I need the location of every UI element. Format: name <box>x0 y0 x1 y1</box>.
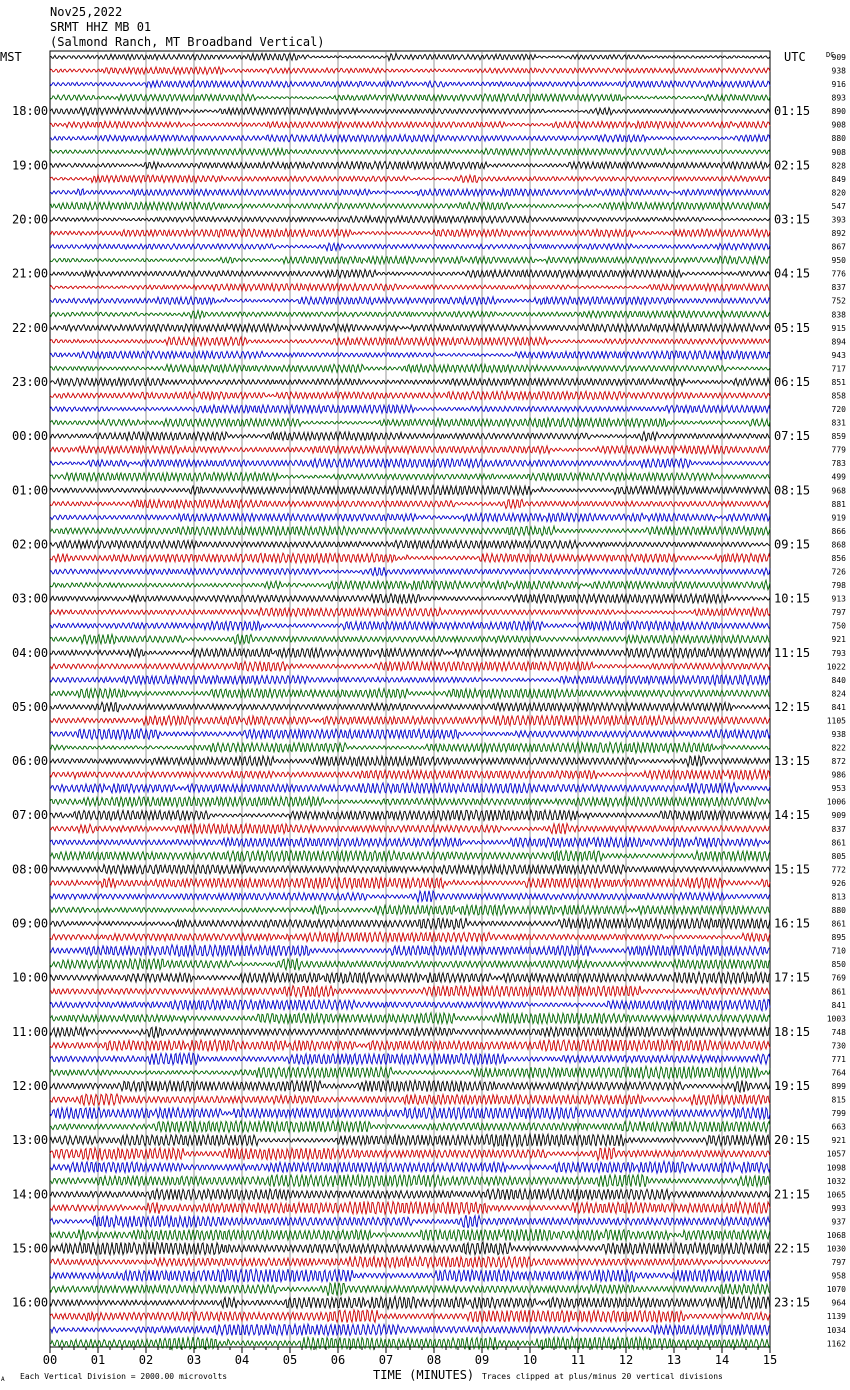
dc-offset-label: 783 <box>831 459 846 469</box>
left-hour-label: 03:00 <box>12 591 49 606</box>
right-hour-label: 08:15 <box>774 483 811 498</box>
dc-offset-label: 953 <box>831 784 846 794</box>
right-hour-labels <box>774 104 810 1310</box>
dc-offset-label: 958 <box>831 1271 846 1281</box>
dc-offset-label: 950 <box>831 256 846 266</box>
seismic-trace <box>50 837 770 847</box>
right-hour-label: 13:15 <box>774 754 811 769</box>
seismic-trace <box>50 513 770 522</box>
seismic-trace <box>50 283 770 290</box>
seismic-trace <box>50 769 770 779</box>
dc-offset-label: 831 <box>831 418 846 428</box>
left-hour-label: 01:00 <box>12 483 49 498</box>
dc-offset-label: 915 <box>831 323 846 333</box>
right-hour-label: 15:15 <box>774 862 811 877</box>
dc-offset-label: 880 <box>831 906 846 916</box>
seismic-trace <box>50 661 770 671</box>
seismic-trace <box>50 1201 770 1214</box>
right-hour-label: 06:15 <box>774 374 811 389</box>
left-hour-label: 05:00 <box>12 699 49 714</box>
seismic-trace <box>50 1161 770 1173</box>
dc-offset-label: 764 <box>831 1068 846 1078</box>
dc-offset-label: 968 <box>831 486 846 496</box>
x-tick-label: 00 <box>42 1353 58 1367</box>
seismic-trace <box>50 877 770 888</box>
dc-offset-label: 837 <box>831 283 846 293</box>
dc-offset-label: 859 <box>831 432 846 442</box>
seismic-trace <box>50 580 770 589</box>
left-hour-label: 06:00 <box>12 754 49 769</box>
seismic-trace <box>50 1053 770 1065</box>
left-timezone-label: MST <box>0 50 22 64</box>
dc-offset-label: 730 <box>831 1041 846 1051</box>
seismic-trace <box>50 1175 770 1187</box>
left-hour-label: 22:00 <box>12 320 49 335</box>
seismic-trace <box>50 310 770 318</box>
dc-offset-label: 916 <box>831 80 846 90</box>
dc-offset-label: 820 <box>831 188 846 198</box>
dc-offset-label: 776 <box>831 269 846 279</box>
seismic-trace <box>50 67 770 75</box>
left-hour-label: 02:00 <box>12 537 49 552</box>
dc-offset-label: 1162 <box>826 1339 846 1349</box>
seismic-trace <box>50 229 770 237</box>
dc-offset-label: 793 <box>831 648 846 658</box>
seismic-trace <box>50 1257 770 1268</box>
dc-offset-label: 837 <box>831 824 846 834</box>
left-hour-label: 09:00 <box>12 916 49 931</box>
seismic-trace <box>50 1134 770 1147</box>
seismic-trace <box>50 81 770 88</box>
dc-offset-label: 909 <box>831 811 846 821</box>
right-hour-label: 19:15 <box>774 1079 811 1094</box>
dc-offset-label: 805 <box>831 851 846 861</box>
dc-column-header: DC <box>826 51 835 59</box>
dc-offset-label: 393 <box>831 215 846 225</box>
seismic-trace <box>50 1296 770 1309</box>
dc-offset-label: 717 <box>831 364 846 374</box>
dc-offset-label: 779 <box>831 445 846 455</box>
seismic-trace <box>50 594 770 604</box>
dc-offset-label: 1034 <box>826 1325 846 1335</box>
seismic-trace <box>50 1107 770 1119</box>
seismic-trace <box>50 1229 770 1241</box>
left-hour-label: 07:00 <box>12 808 49 823</box>
seismic-trace <box>50 865 770 875</box>
dc-offset-label: 720 <box>831 405 846 415</box>
seismic-trace <box>50 1282 770 1295</box>
dc-offset-label: 894 <box>831 337 846 347</box>
seismic-trace <box>50 783 770 794</box>
left-hour-label: 20:00 <box>12 212 49 227</box>
dc-offset-label: 858 <box>831 391 846 401</box>
dc-offset-label: 872 <box>831 757 846 767</box>
x-tick-label: 07 <box>378 1353 394 1367</box>
seismic-trace <box>50 1148 770 1161</box>
x-tick-label: 04 <box>234 1353 250 1367</box>
dc-offset-label: 1098 <box>826 1163 846 1173</box>
right-hour-label: 11:15 <box>774 645 811 660</box>
dc-offset-label: 710 <box>831 946 846 956</box>
traces <box>50 53 770 1349</box>
seismic-trace <box>50 243 770 251</box>
left-hour-label: 00:00 <box>12 429 49 444</box>
dc-offset-label: 943 <box>831 350 846 360</box>
dc-offset-label: 861 <box>831 987 846 997</box>
seismic-trace <box>50 121 770 128</box>
corner-mark: A <box>1 1376 5 1383</box>
seismic-trace <box>50 715 770 725</box>
left-hour-label: 12:00 <box>12 1079 49 1094</box>
seismic-trace <box>50 810 770 821</box>
x-tick-label: 15 <box>762 1353 778 1367</box>
seismic-trace <box>50 499 770 508</box>
seismic-trace <box>50 1094 770 1105</box>
left-hour-label: 21:00 <box>12 266 49 281</box>
dc-offset-label: 913 <box>831 594 846 604</box>
dc-offset-label: 798 <box>831 581 846 591</box>
seismic-trace <box>50 256 770 264</box>
dc-offset-label: 938 <box>831 66 846 76</box>
dc-offset-label: 1057 <box>826 1149 846 1159</box>
dc-offset-label: 797 <box>831 608 846 618</box>
dc-offset-label: 892 <box>831 229 846 239</box>
dc-offset-label: 926 <box>831 878 846 888</box>
dc-offset-label: 921 <box>831 1136 846 1146</box>
dc-offset-label: 866 <box>831 526 846 536</box>
seismic-trace <box>50 688 770 698</box>
dc-offset-label: 893 <box>831 93 846 103</box>
right-hour-label: 17:15 <box>774 970 811 985</box>
seismic-trace <box>50 850 770 861</box>
dc-offset-label: 851 <box>831 377 846 387</box>
seismic-trace <box>50 958 770 970</box>
x-tick-label: 02 <box>138 1353 154 1367</box>
header-date: Nov25,2022 <box>50 5 123 19</box>
right-hour-label: 07:15 <box>774 429 811 444</box>
dc-offset-label: 909 <box>831 53 846 62</box>
seismic-trace <box>50 702 770 712</box>
dc-offset-label: 868 <box>831 540 846 550</box>
dc-offset-label: 1070 <box>826 1285 846 1295</box>
dc-offset-label: 919 <box>831 513 846 523</box>
dc-offset-label: 499 <box>831 472 846 482</box>
dc-offset-label: 861 <box>831 838 846 848</box>
seismic-trace <box>50 567 770 576</box>
right-hour-label: 12:15 <box>774 699 811 714</box>
seismic-trace <box>50 1215 770 1228</box>
seismic-trace <box>50 729 770 740</box>
seismic-trace <box>50 1324 770 1335</box>
seismic-trace <box>50 432 770 441</box>
x-tick-label: 10 <box>522 1353 538 1367</box>
header-station: SRMT HHZ MB 01 <box>50 20 152 34</box>
dc-offset-label: 841 <box>831 702 846 712</box>
seismic-trace <box>50 418 770 427</box>
seismic-trace <box>50 134 770 141</box>
dc-offset-label: 908 <box>831 120 846 130</box>
left-hour-label: 13:00 <box>12 1133 49 1148</box>
dc-offset-label: 797 <box>831 1258 846 1268</box>
seismic-trace <box>50 823 770 834</box>
seismic-trace <box>50 634 770 644</box>
seismic-trace <box>50 1310 770 1323</box>
seismic-trace <box>50 337 770 346</box>
right-hour-label: 05:15 <box>774 320 811 335</box>
left-hour-label: 04:00 <box>12 645 49 660</box>
dc-offset-label: 921 <box>831 635 846 645</box>
x-tick-label: 01 <box>90 1353 106 1367</box>
left-hour-label: 18:00 <box>12 104 49 119</box>
x-tick-label: 08 <box>426 1353 442 1367</box>
seismic-trace <box>50 1026 770 1038</box>
dc-offset-label: 815 <box>831 1095 846 1105</box>
seismic-trace <box>50 148 770 155</box>
seismic-trace <box>50 986 770 997</box>
seismic-trace <box>50 405 770 413</box>
left-hour-label: 23:00 <box>12 374 49 389</box>
seismic-trace <box>50 797 770 807</box>
seismic-trace <box>50 1189 770 1200</box>
right-hour-label: 14:15 <box>774 808 811 823</box>
right-hour-label: 18:15 <box>774 1024 811 1039</box>
right-hour-label: 23:15 <box>774 1295 811 1310</box>
dc-offset-label: 861 <box>831 919 846 929</box>
seismic-trace <box>50 53 770 60</box>
dc-offset-label: 1139 <box>826 1312 846 1322</box>
dc-offset-label: 880 <box>831 134 846 144</box>
seismic-trace <box>50 608 770 617</box>
dc-offset-label: 964 <box>831 1298 846 1308</box>
dc-offset-label: 663 <box>831 1122 846 1132</box>
seismic-trace <box>50 161 770 169</box>
clip-note: Traces clipped at plus/minus 20 vertical divisions <box>482 1372 723 1381</box>
seismic-trace <box>50 756 770 767</box>
seismic-trace <box>50 324 770 332</box>
seismic-trace <box>50 553 770 563</box>
seismic-trace <box>50 445 770 454</box>
dc-offset-label: 899 <box>831 1082 846 1092</box>
seismic-trace <box>50 351 770 360</box>
seismic-trace <box>50 648 770 658</box>
dc-offset-label: 772 <box>831 865 846 875</box>
dc-offset-label: 547 <box>831 201 846 211</box>
dc-offset-label: 771 <box>831 1054 846 1064</box>
dc-offset-label: 850 <box>831 960 846 970</box>
dc-offset-label: 840 <box>831 675 846 685</box>
right-hour-label: 20:15 <box>774 1133 811 1148</box>
left-hour-label: 19:00 <box>12 158 49 173</box>
dc-offset-label: 908 <box>831 147 846 157</box>
seismic-trace <box>50 485 770 494</box>
x-tick-label: 03 <box>186 1353 202 1367</box>
seismic-trace <box>50 972 770 983</box>
dc-offset-label: 750 <box>831 621 846 631</box>
dc-offset-label: 748 <box>831 1027 846 1037</box>
seismic-trace <box>50 675 770 685</box>
x-tick-label: 06 <box>330 1353 346 1367</box>
dc-offset-label: 849 <box>831 174 846 184</box>
seismic-trace <box>50 1040 770 1052</box>
right-hour-label: 16:15 <box>774 916 811 931</box>
right-hour-label: 01:15 <box>774 104 811 119</box>
seismic-trace <box>50 472 770 481</box>
seismic-trace <box>50 175 770 183</box>
seismic-trace <box>50 216 770 223</box>
seismic-trace <box>50 297 770 305</box>
x-tick-label: 14 <box>714 1353 730 1367</box>
right-timezone-label: UTC <box>784 50 806 64</box>
right-hour-label: 22:15 <box>774 1241 811 1256</box>
x-tick-label: 13 <box>666 1353 682 1367</box>
dc-offset-label: 1065 <box>826 1190 846 1200</box>
dc-offset-label: 1032 <box>826 1176 846 1186</box>
scale-note: Each Vertical Division = 2000.00 microvolts <box>20 1372 228 1381</box>
dc-offset-label: 828 <box>831 161 846 171</box>
seismic-trace <box>50 1066 770 1078</box>
seismic-trace <box>50 108 770 115</box>
dc-offset-label: 822 <box>831 743 846 753</box>
left-hour-label: 11:00 <box>12 1024 49 1039</box>
seismic-trace <box>50 202 770 210</box>
dc-offset-label: 993 <box>831 1203 846 1213</box>
dc-offset-label: 937 <box>831 1217 846 1227</box>
seismic-trace <box>50 540 770 548</box>
seismic-trace <box>50 189 770 197</box>
seismic-trace <box>50 945 770 957</box>
dc-offset-labels <box>827 53 846 1348</box>
x-tick-label: 11 <box>570 1353 586 1367</box>
seismic-trace <box>50 526 770 536</box>
dc-offset-label: 938 <box>831 730 846 739</box>
dc-offset-label: 895 <box>831 933 846 943</box>
dc-offset-label: 1068 <box>826 1230 846 1240</box>
right-hour-label: 04:15 <box>774 266 811 281</box>
dc-offset-label: 1006 <box>826 797 846 807</box>
right-hour-label: 02:15 <box>774 158 811 173</box>
dc-offset-label: 1030 <box>826 1244 846 1254</box>
seismic-trace <box>50 391 770 400</box>
dc-offset-label: 1022 <box>826 662 846 672</box>
seismic-trace <box>50 905 770 915</box>
dc-offset-label: 752 <box>831 296 846 306</box>
seismic-trace <box>50 918 770 929</box>
seismic-trace <box>50 269 770 277</box>
seismic-trace <box>50 1013 770 1024</box>
right-hour-label: 09:15 <box>774 537 811 552</box>
seismic-trace <box>50 378 770 386</box>
dc-offset-label: 867 <box>831 242 846 252</box>
seismic-trace <box>50 891 770 902</box>
dc-offset-label: 986 <box>831 770 846 780</box>
dc-offset-label: 726 <box>831 567 846 577</box>
dc-offset-label: 838 <box>831 310 846 320</box>
seismic-trace <box>50 999 770 1010</box>
left-hour-label: 15:00 <box>12 1241 49 1256</box>
left-hour-label: 10:00 <box>12 970 49 985</box>
seismic-trace <box>50 1080 770 1092</box>
dc-offset-label: 1105 <box>826 716 846 726</box>
seismic-trace <box>50 1269 770 1282</box>
dc-offset-label: 799 <box>831 1109 846 1119</box>
seismic-trace <box>50 459 770 468</box>
left-hour-labels <box>12 104 48 1310</box>
seismic-trace <box>50 1121 770 1133</box>
seismic-trace <box>50 932 770 942</box>
header-location: (Salmond Ranch, MT Broadband Vertical) <box>50 35 325 49</box>
seismic-trace <box>50 621 770 630</box>
x-tick-label: 12 <box>618 1353 634 1367</box>
dc-offset-label: 856 <box>831 553 846 563</box>
right-hour-label: 10:15 <box>774 591 811 606</box>
dc-offset-label: 841 <box>831 1000 846 1010</box>
dc-offset-label: 769 <box>831 973 846 983</box>
seismic-trace <box>50 1242 770 1255</box>
right-hour-label: 03:15 <box>774 212 811 227</box>
dc-offset-label: 890 <box>831 107 846 117</box>
right-hour-label: 21:15 <box>774 1187 811 1202</box>
seismic-trace <box>50 742 770 753</box>
seismic-trace <box>50 94 770 102</box>
x-axis-title: TIME (MINUTES) <box>373 1368 475 1382</box>
x-tick-label: 09 <box>474 1353 490 1367</box>
left-hour-label: 08:00 <box>12 862 49 877</box>
left-hour-label: 14:00 <box>12 1187 49 1202</box>
x-axis <box>43 1347 777 1367</box>
dc-offset-label: 824 <box>831 689 846 699</box>
seismic-trace <box>50 364 770 372</box>
dc-offset-label: 1003 <box>826 1014 846 1024</box>
dc-offset-label: 881 <box>831 499 846 509</box>
left-hour-label: 16:00 <box>12 1295 49 1310</box>
x-tick-label: 05 <box>282 1353 298 1367</box>
dc-offset-label: 813 <box>831 892 846 902</box>
